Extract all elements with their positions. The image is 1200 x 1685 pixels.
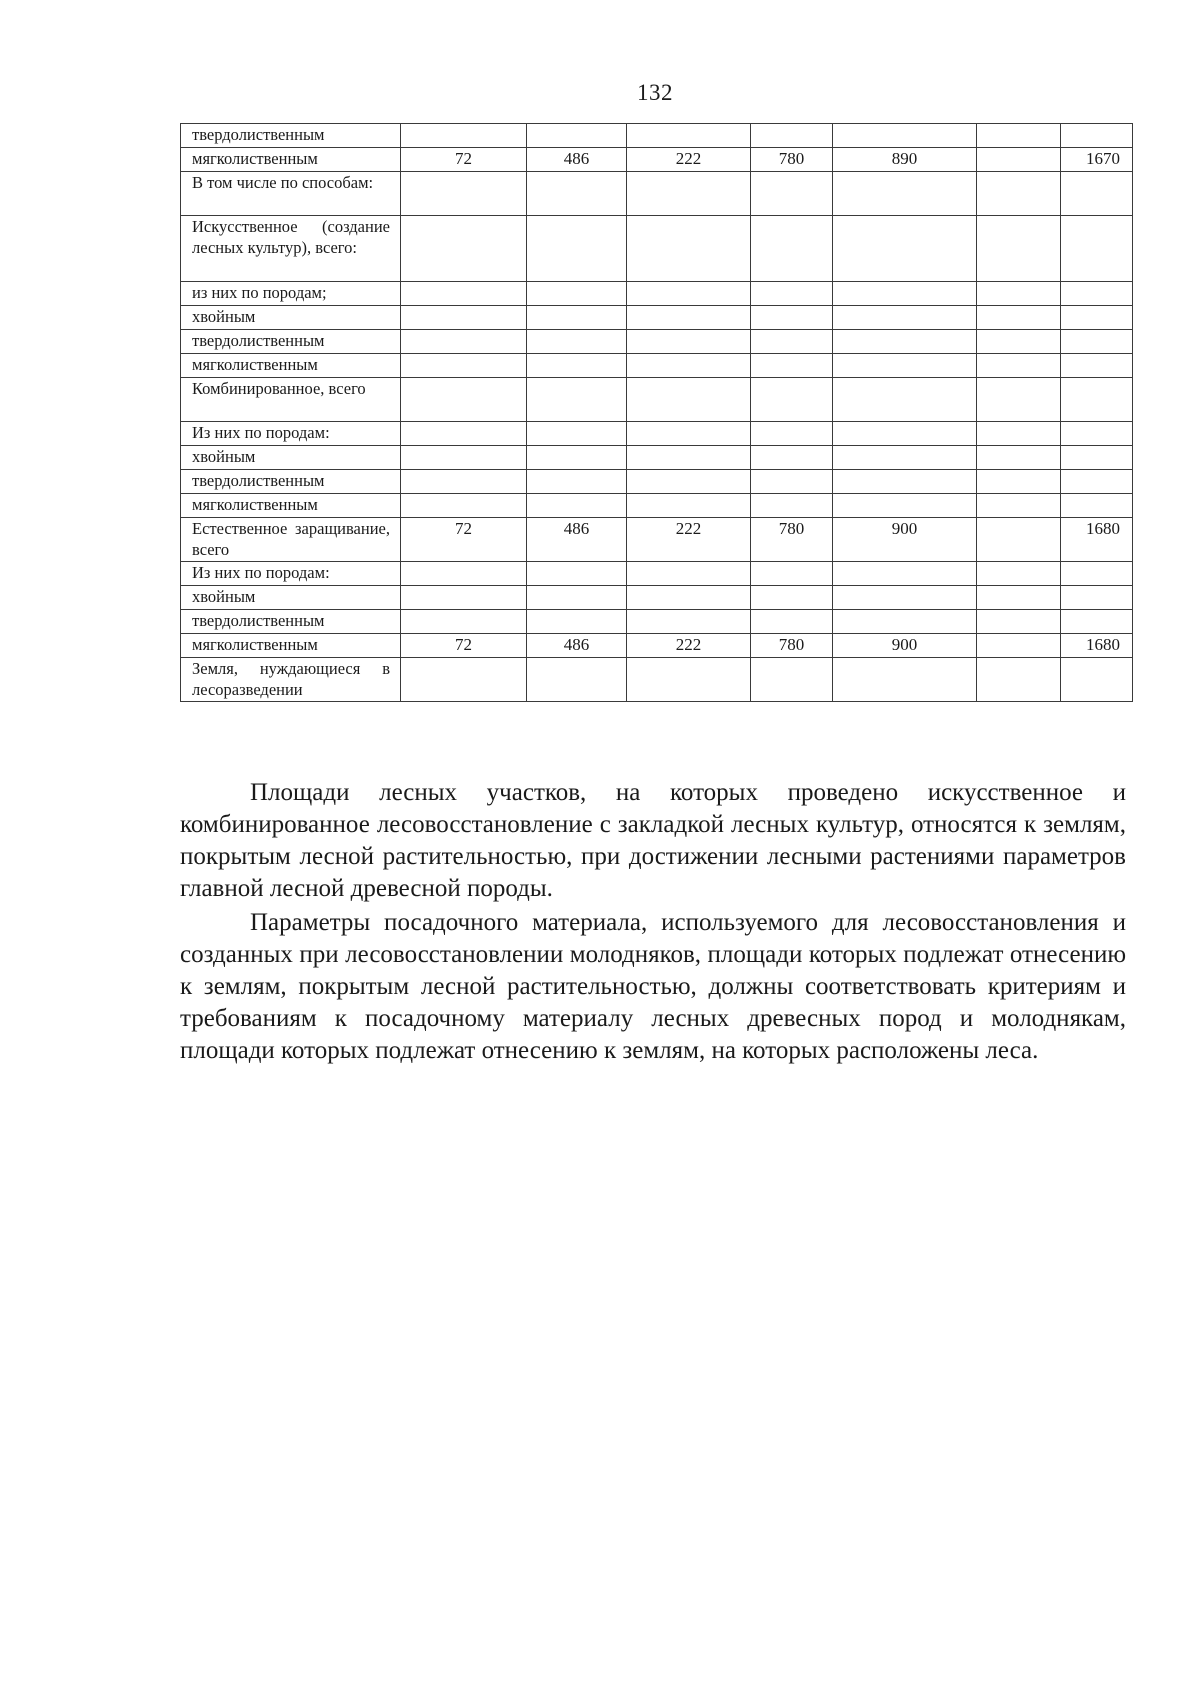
table-cell xyxy=(977,148,1061,172)
table-cell xyxy=(751,330,833,354)
row-label: мягколиственным xyxy=(181,354,401,378)
table-row xyxy=(181,124,1133,148)
row-label: хвойным xyxy=(181,586,401,610)
table-cell xyxy=(751,354,833,378)
table-row xyxy=(181,446,1133,470)
table-body xyxy=(181,124,1133,702)
table-row xyxy=(181,518,1133,562)
table-cell xyxy=(833,610,977,634)
table-cell xyxy=(751,422,833,446)
row-label: твердолиственным xyxy=(181,470,401,494)
table-cell xyxy=(627,586,751,610)
table-cell xyxy=(977,172,1061,216)
table-cell xyxy=(401,330,527,354)
table-cell: 486 xyxy=(527,518,627,562)
table-cell xyxy=(977,586,1061,610)
table-cell xyxy=(751,378,833,422)
table-cell xyxy=(527,378,627,422)
table-cell xyxy=(627,378,751,422)
table-cell xyxy=(1061,282,1133,306)
row-label: Из них по породам: xyxy=(181,422,401,446)
table-cell xyxy=(401,422,527,446)
row-label: твердолиственным xyxy=(181,330,401,354)
row-label: хвойным xyxy=(181,446,401,470)
table-cell xyxy=(627,562,751,586)
table-row xyxy=(181,586,1133,610)
table-cell xyxy=(527,172,627,216)
table-cell xyxy=(627,124,751,148)
table-cell: 72 xyxy=(401,148,527,172)
table-cell xyxy=(627,330,751,354)
table-cell xyxy=(627,306,751,330)
table-cell: 72 xyxy=(401,634,527,658)
table-cell: 486 xyxy=(527,634,627,658)
table-cell xyxy=(1061,610,1133,634)
table-row xyxy=(181,330,1133,354)
table-cell xyxy=(1061,330,1133,354)
row-label: мягколиственным xyxy=(181,148,401,172)
table-cell xyxy=(527,610,627,634)
table-cell xyxy=(833,282,977,306)
table-cell xyxy=(977,518,1061,562)
table-cell xyxy=(627,470,751,494)
table-cell xyxy=(527,306,627,330)
table-cell xyxy=(833,124,977,148)
row-label: из них по породам; xyxy=(181,282,401,306)
table-row xyxy=(181,216,1133,282)
table-row xyxy=(181,494,1133,518)
table-cell: 1670 xyxy=(1061,148,1133,172)
table-cell: 1680 xyxy=(1061,518,1133,562)
table-cell xyxy=(401,378,527,422)
table-cell xyxy=(527,422,627,446)
row-label: Комбинированное, всего xyxy=(181,378,401,422)
table-cell xyxy=(1061,172,1133,216)
row-label: мягколиственным xyxy=(181,634,401,658)
table-cell xyxy=(977,124,1061,148)
table-cell xyxy=(527,354,627,378)
table-cell xyxy=(1061,354,1133,378)
table-cell xyxy=(1061,216,1133,282)
table-cell xyxy=(627,494,751,518)
table-cell xyxy=(401,586,527,610)
table-cell xyxy=(833,216,977,282)
paragraph: Параметры посадочного материала, используемого для лесовосстановления и созданных при лесовосстановлении молодняков, площади которых подлежат отнесению к землям, покрытым лесной растительностью, должны соответствовать критериям и требованиям к посадочному материалу лесных древесных пород и молоднякам, площади которых подлежат отнесению к землям, на которых расположены леса. xyxy=(180,909,1126,1064)
table-row xyxy=(181,306,1133,330)
table-cell: 900 xyxy=(833,634,977,658)
table-cell xyxy=(1061,470,1133,494)
table-row xyxy=(181,634,1133,658)
table-cell xyxy=(401,172,527,216)
table-cell xyxy=(1061,494,1133,518)
table-row xyxy=(181,172,1133,216)
table-cell xyxy=(401,470,527,494)
table-cell xyxy=(977,658,1061,702)
table-cell xyxy=(833,446,977,470)
table-cell xyxy=(627,422,751,446)
table-row xyxy=(181,282,1133,306)
table-row xyxy=(181,610,1133,634)
table-cell xyxy=(751,562,833,586)
table-cell xyxy=(977,330,1061,354)
data-table xyxy=(180,123,1133,702)
table-cell xyxy=(751,282,833,306)
table-cell xyxy=(977,282,1061,306)
table-cell xyxy=(627,354,751,378)
table-cell xyxy=(1061,562,1133,586)
table-cell xyxy=(527,216,627,282)
table-cell: 222 xyxy=(627,518,751,562)
table-cell xyxy=(751,172,833,216)
table-cell xyxy=(527,446,627,470)
table-cell xyxy=(401,610,527,634)
table-cell xyxy=(627,172,751,216)
table-cell xyxy=(527,494,627,518)
table-cell xyxy=(977,634,1061,658)
table-cell xyxy=(833,378,977,422)
table-cell xyxy=(833,586,977,610)
table-cell xyxy=(833,354,977,378)
table-cell xyxy=(1061,422,1133,446)
table-cell: 222 xyxy=(627,634,751,658)
table-cell xyxy=(1061,306,1133,330)
table-cell xyxy=(751,446,833,470)
row-label: Искусственное (создание лесных культур), всего: xyxy=(181,216,401,282)
table-cell xyxy=(751,216,833,282)
table-cell xyxy=(751,586,833,610)
row-label: мягколиственным xyxy=(181,494,401,518)
table-cell xyxy=(627,282,751,306)
table-cell xyxy=(1061,586,1133,610)
table-cell xyxy=(627,446,751,470)
table-cell xyxy=(833,494,977,518)
table-cell: 72 xyxy=(401,518,527,562)
table-cell xyxy=(833,562,977,586)
table-cell xyxy=(527,562,627,586)
table-cell xyxy=(401,562,527,586)
row-label: твердолиственным xyxy=(181,610,401,634)
table-cell xyxy=(401,306,527,330)
body-text xyxy=(180,777,1126,1067)
table-row xyxy=(181,658,1133,702)
table-cell: 486 xyxy=(527,148,627,172)
table-cell xyxy=(401,216,527,282)
table-cell xyxy=(527,282,627,306)
table-cell xyxy=(833,172,977,216)
table-cell xyxy=(977,378,1061,422)
table-cell xyxy=(833,306,977,330)
table-cell: 780 xyxy=(751,518,833,562)
table-cell xyxy=(977,470,1061,494)
table-cell xyxy=(1061,446,1133,470)
table-cell xyxy=(527,124,627,148)
table-cell xyxy=(627,610,751,634)
table-cell xyxy=(527,330,627,354)
page-number: 132 xyxy=(637,80,673,105)
table-cell xyxy=(627,658,751,702)
table-cell: 222 xyxy=(627,148,751,172)
table-cell xyxy=(751,658,833,702)
paragraph: Площади лесных участков, на которых проведено искусственное и комбинированное лесовосстановление с закладкой лесных культур, относятся к землям, покрытым лесной растительностью, при достижении лесными растениями параметров главной лесной древесной породы. xyxy=(180,779,1126,902)
table-cell: 900 xyxy=(833,518,977,562)
table-cell xyxy=(401,658,527,702)
table-cell xyxy=(401,354,527,378)
table-cell xyxy=(977,306,1061,330)
table-cell: 780 xyxy=(751,634,833,658)
table-cell xyxy=(833,330,977,354)
table-row xyxy=(181,470,1133,494)
table-cell xyxy=(977,354,1061,378)
table-cell: 780 xyxy=(751,148,833,172)
table-cell xyxy=(401,446,527,470)
row-label: твердолиственным xyxy=(181,124,401,148)
row-label: хвойным xyxy=(181,306,401,330)
table-cell xyxy=(627,216,751,282)
table-cell xyxy=(977,446,1061,470)
row-label: Земля, нуждающиеся в лесоразведении xyxy=(181,658,401,702)
table-row xyxy=(181,354,1133,378)
table-cell xyxy=(1061,378,1133,422)
table-cell xyxy=(1061,124,1133,148)
table-cell xyxy=(1061,658,1133,702)
table-cell xyxy=(751,470,833,494)
row-label: В том числе по способам: xyxy=(181,172,401,216)
table-cell xyxy=(977,216,1061,282)
table-cell: 890 xyxy=(833,148,977,172)
table-cell xyxy=(527,658,627,702)
table-row xyxy=(181,378,1133,422)
table-cell xyxy=(751,124,833,148)
table-cell xyxy=(401,282,527,306)
table-cell xyxy=(833,658,977,702)
table-cell xyxy=(401,494,527,518)
table-cell xyxy=(751,306,833,330)
table-cell: 1680 xyxy=(1061,634,1133,658)
table-cell xyxy=(977,610,1061,634)
table-cell xyxy=(751,610,833,634)
row-label: Из них по породам: xyxy=(181,562,401,586)
table-cell xyxy=(833,422,977,446)
table-cell xyxy=(833,470,977,494)
table-cell xyxy=(977,422,1061,446)
table-cell xyxy=(977,562,1061,586)
table-row xyxy=(181,148,1133,172)
table-cell xyxy=(527,470,627,494)
table-cell xyxy=(401,124,527,148)
table-row xyxy=(181,422,1133,446)
row-label: Естественное заращивание, всего xyxy=(181,518,401,562)
table-cell xyxy=(527,586,627,610)
table-row xyxy=(181,562,1133,586)
table-cell xyxy=(977,494,1061,518)
table-cell xyxy=(751,494,833,518)
